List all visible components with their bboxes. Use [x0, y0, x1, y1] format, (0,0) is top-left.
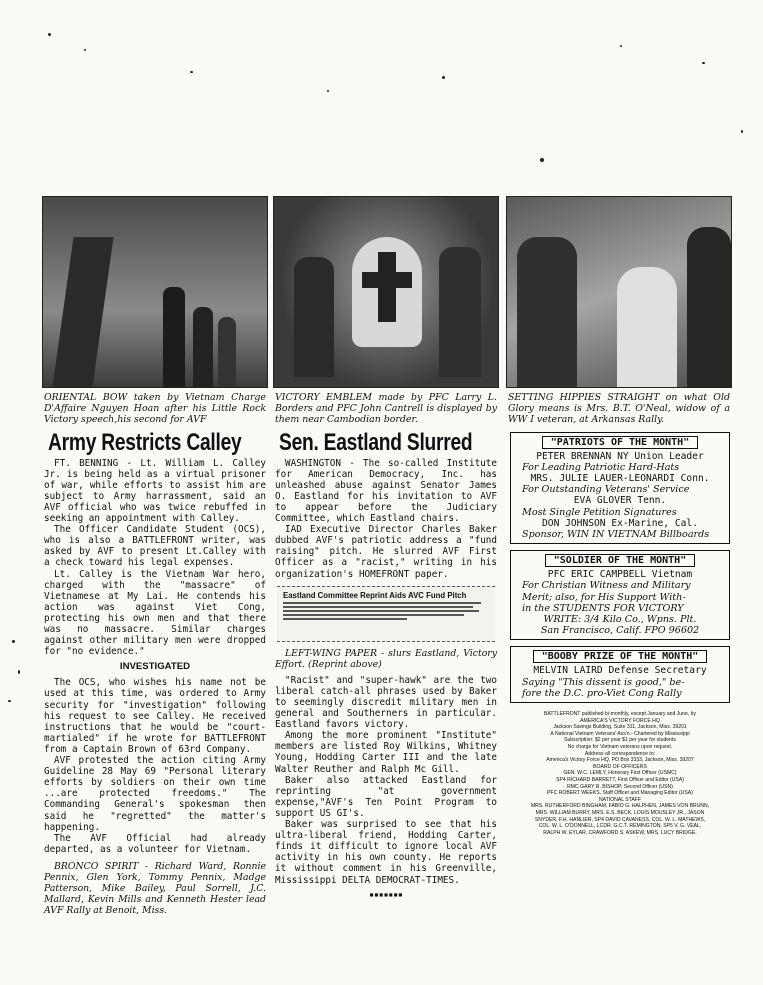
masthead-line: NATIONAL STAFF: [598, 796, 642, 803]
photo-oriental-bow: [42, 196, 268, 388]
masthead-line: BATTLEFRONT published bi-monthly, except January and June, by: [543, 711, 697, 718]
paragraph: WASHINGTON - The so-called Institute for American Democracy, Inc. has unleashed abuse against Senator James O. Eastland for his invitation to AVF to appear before the Judiciary Committee, which Eastland chairs.: [275, 457, 497, 525]
soldier-title-wrap: [516, 554, 724, 567]
soldier-of-the-month-box: [510, 550, 730, 640]
patriot-reason: Sponsor, WIN IN VIETNAM Billboards: [522, 529, 710, 541]
paragraph: The OCS, who wishes his name not be used at this time, was ordered to Army security for "investigation" following his request to see Calley. He received instructions that he would be "court-martialed" if he wrote for BATTLEFRONT from a Captain Brown of 63rd Company.: [44, 677, 266, 755]
article-body-eastland: [275, 458, 497, 580]
scan-speck: [190, 71, 193, 73]
article-body-calley: [44, 458, 266, 917]
soldier-line: San Francisco, Calif. FPO 96602: [540, 625, 700, 637]
booby-prize-box: [510, 646, 730, 703]
booby-title: "BOOBY PRIZE OF THE MONTH": [533, 650, 708, 663]
photo-caption: VICTORY EMBLEM made by PFC Larry L. Borders and PFC John Cantrell is displayed by them near Cambodian border.: [275, 392, 497, 426]
photo-caption: ORIENTAL BOW taken by Vietnam Charge D'Affaire Nguyen Hoan after his Little Rock Victory speech,his second for AVF: [44, 392, 266, 426]
masthead-line: Address all correspondence to:: [584, 750, 656, 757]
masthead-line: MRS. RUTHERFORD BINGHAM, FABIO G. HALPHEN, JAMES VON BRUNN,: [530, 803, 710, 810]
soldier-line: in the STUDENTS FOR VICTORY: [522, 602, 684, 614]
scan-speck: [18, 670, 20, 674]
paragraph: The AVF Official had already departed, as a volunteer for Vietnam.: [44, 832, 266, 855]
end-mark: ▪▪▪▪▪▪▪: [369, 889, 403, 899]
patriots-of-the-month-box: [510, 432, 730, 545]
column-middle: [273, 196, 499, 899]
masthead-line: America's Victory Force HQ, PO Box 3333, Jackson, Miss. 39207: [546, 757, 694, 764]
scan-speck: [741, 130, 743, 133]
soldier-line: Merit; also, for His Support With-: [522, 591, 686, 603]
patriot-reason: Most Single Petition Signatures: [522, 506, 677, 518]
photo-caption: SETTING HIPPIES STRAIGHT on what Old Glory means is Mrs. B.T. O'Neal, widow of a WW I veteran, at Arkansas Rally.: [508, 392, 730, 426]
headline-army-restricts-calley: Army Restricts Calley: [48, 428, 242, 456]
patriot-reason: For Outstanding Veterans' Service: [522, 484, 690, 496]
paragraph: IAD Executive Director Charles Baker dubbed AVF's patriotic address a "fund raising" pitch. He slurred AVF First Officer as a "racist," writing in his organization's HOMEFRONT paper.: [275, 524, 497, 580]
masthead-line: RALPH W. EYLAR, CRAWFORD S. ASKEW, MRS. LUCY BRIDGE.: [543, 829, 697, 836]
newspaper-clipping: [277, 586, 495, 642]
scan-speck: [8, 700, 11, 702]
soldier-line: WRITE: 3/4 Kilo Co., Wpns. Plt.: [543, 614, 697, 626]
headline-sen-eastland-slurred: Sen. Eastland Slurred: [279, 428, 473, 456]
article-body-eastland-2: [275, 648, 497, 886]
scan-speck: [48, 33, 51, 36]
masthead-line: AMERICA'S VICTORY FORCE HQ: [580, 717, 660, 724]
subhead-investigated: INVESTIGATED: [119, 661, 191, 673]
soldier-title: "SOLDIER OF THE MONTH": [545, 554, 695, 567]
clipping-caption: LEFT-WING PAPER - slurs Eastland, Victory Effort. (Reprint above): [275, 647, 497, 670]
soldier-line: For Christian Witness and Military: [522, 580, 691, 592]
paragraph: The Officer Candidate Student (OCS), who is also a BATTLEFRONT writer, was asked by AVF to present Lt.Calley with a check toward his legal expenses.: [44, 524, 266, 569]
booby-line: fore the D.C. pro-Viet Cong Rally: [522, 687, 682, 699]
masthead-line: A National Vietnam Veterans' Ass'n.- Chartered by Mississippi: [550, 730, 690, 737]
column-right: [506, 196, 732, 836]
patriots-title-wrap: [516, 436, 724, 449]
booby-line: MELVIN LAIRD Defense Secretary: [533, 665, 707, 677]
masthead-line: RMC GARY R. BISHOP, Second Officer (USN): [567, 783, 673, 790]
photo-victory-emblem: [273, 196, 499, 388]
patriot-name: PETER BRENNAN NY Union Leader: [536, 450, 704, 462]
patriot-name: EVA GLOVER Tenn.: [573, 495, 667, 507]
patriot-name: DON JOHNSON Ex-Marine, Cal.: [542, 517, 698, 529]
column-left: [42, 196, 268, 916]
paragraph: Baker was surprised to see that his ultra-liberal friend, Hodding Carter, finds it difficult to ignore local AVF activity in his own county. He reports it without comment in his Greenville, Mississippi DELTA DEMOCRAT-TIMES.: [275, 819, 497, 886]
masthead-line: GEN. W.C. LEMLY, Honorary First Officer (USMC): [563, 770, 677, 777]
booby-line: Saying "This dissent is good," be-: [522, 676, 685, 688]
booby-title-wrap: [516, 650, 724, 663]
masthead-line: Subscription: $2 per year $1 per year for students: [564, 737, 676, 744]
masthead-line: No charge for Vietnam veterans upon request.: [567, 744, 673, 751]
scan-speck: [84, 49, 86, 51]
masthead-line: MRS. WILLIAM BURRY, MRS. E.S. BECK, LOUIS MOUSLEY JR., JASON: [535, 809, 705, 816]
masthead-line: Jackson Savings Building, Suite 311, Jackson, Miss. 39201: [553, 724, 687, 731]
clipping-headline: Eastland Committee Reprint Aids AVC Fund Pitch: [283, 590, 467, 600]
patriot-name: MRS. JULIE LAUER-LEONARDI Conn.: [530, 473, 710, 485]
paragraph: Lt. Calley is the Vietnam War hero, charged with the "massacre" of Vietnamese at My Lai. He contends his action was against Viet Cong, protecting his own men and that there was no massacre. Similar charges against other military men were dropped for "no evidence.": [44, 568, 266, 658]
masthead: [510, 711, 730, 836]
masthead-line: SP4 RICHARD BARRETT, First Officer and Editor (USA): [556, 777, 684, 783]
paragraph: Baker also attacked Eastland for reprinting "at government expense,"AVF's Ten Point Program to support US GI's.: [275, 774, 497, 819]
paragraph: FT. BENNING - Lt. William L. Calley Jr. is being held as a virtual prisoner of war, while efforts to assist him are subject to Army harrassment, said an AVF official who was twice rebuffed in seeking an appointment with Calley.: [44, 457, 266, 525]
paragraph: "Racist" and "super-hawk" are the two liberal catch-all phrases used by Baker to seemingly discredit military men in general and Southerners in particular. Eastland favors victory.: [275, 674, 497, 731]
scan-speck: [620, 45, 622, 47]
paragraph: AVF protested the action citing Army Guideline 28 May 69 "Personal literary efforts by soldiers on their own time ...are protected freedoms." The Commanding General's spokesman then said he "regretted" the matter's happening.: [44, 755, 266, 833]
scan-speck: [442, 76, 445, 79]
masthead-line: COL. W. L. O'DONNELL, LCDR. G.C.T. REMINGTON, SP5 V. G. VEAL,: [538, 823, 702, 830]
patriots-title: "PATRIOTS OF THE MONTH": [542, 436, 698, 449]
patriot-reason: For Leading Patriotic Hard-Hats: [522, 461, 680, 473]
paragraph: Among the more prominent "Institute" members are listed Roy Wilkins, Whitney Young, Hodding Carter III and the late Walter Reuther and Ralph Mc Gill.: [275, 730, 497, 775]
bronco-spirit-caption: BRONCO SPIRIT - Richard Ward, Ronnie Pennix, Glen York, Tommy Pennix, Madge Patterson, Mike Bailey, Paul Sorrell, J.C. Mallard, Kevin Mills and Kenneth Hester lead AVF Rally at Benoit, Miss.: [44, 860, 266, 917]
photo-setting-hippies-straight: [506, 196, 732, 388]
scan-speck: [702, 62, 705, 64]
masthead-line: SNYDER, F.H. HANLIER, SP4 DAVID CAVANESS, COL. W. L. MATHEWS,: [534, 816, 706, 823]
scan-speck: [540, 158, 544, 162]
masthead-line: BOARD OF OFFICERS: [593, 763, 647, 770]
scan-speck: [12, 640, 15, 643]
masthead-line: PFC ROBERT WEEKS, Staff Officer and Managing Editor (USA): [547, 790, 693, 797]
scan-speck: [327, 90, 329, 92]
soldier-line: PFC ERIC CAMPBELL Vietnam: [547, 569, 693, 581]
